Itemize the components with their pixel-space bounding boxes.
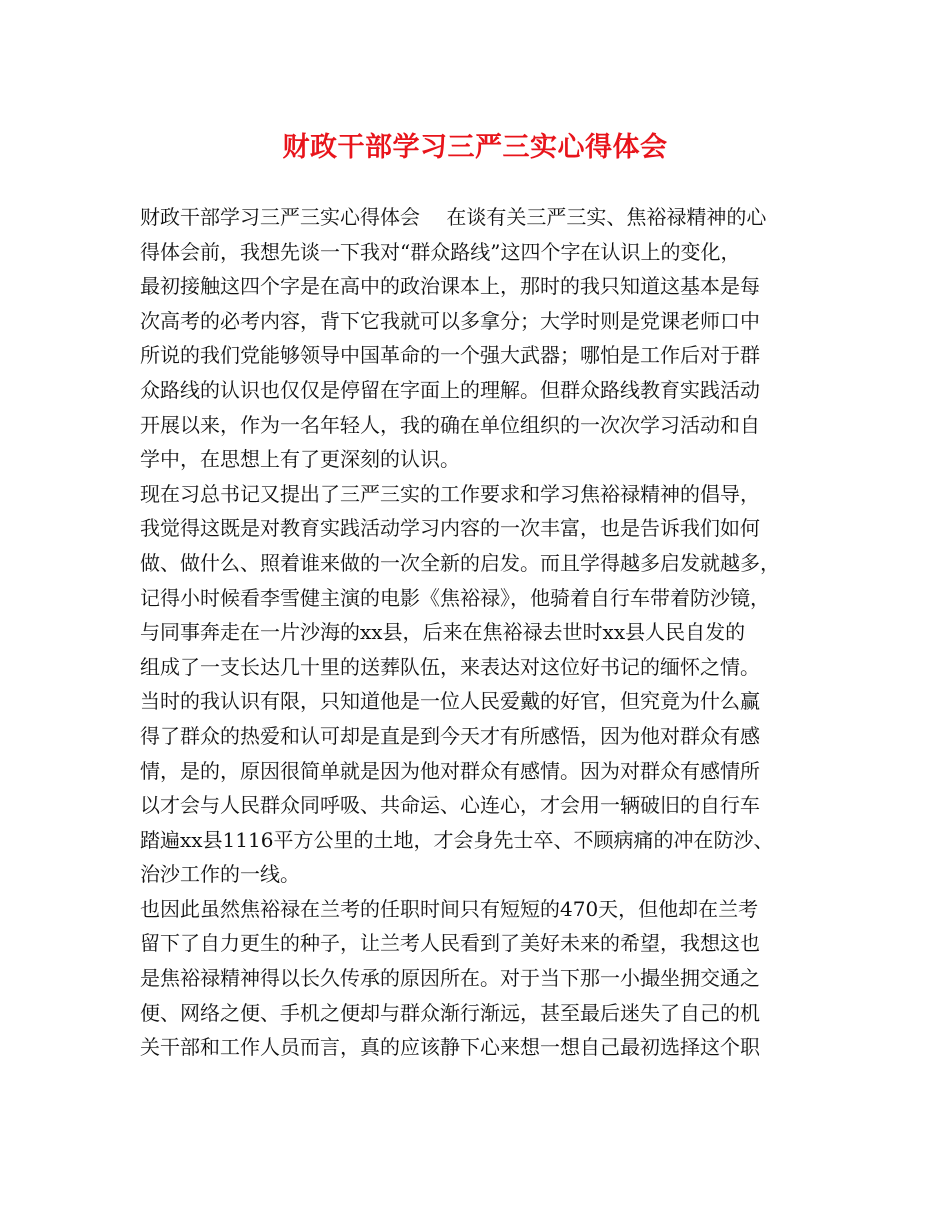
document-body: [140, 200, 830, 1065]
text-line: 组成了一支长达几十里的送葬队伍，来表达对这位好书记的缅怀之情。: [140, 654, 760, 679]
text-line: 踏遍xx县1116平方公里的土地，才会身先士卒、不顾病痛的冲在防沙、: [140, 827, 774, 852]
text-line: 当时的我认识有限，只知道他是一位人民爱戴的好官，但究竟为什么赢: [140, 689, 760, 714]
text-line: 学中，在思想上有了更深刻的认识。: [140, 447, 460, 472]
text-line: 所说的我们党能够领导中国革命的一个强大武器；哪怕是工作后对于群: [140, 343, 760, 368]
text-line: 与同事奔走在一片沙海的xx县，后来在焦裕禄去世时xx县人民自发的: [140, 620, 746, 645]
text-line: 也因此虽然焦裕禄在兰考的任职时间只有短短的470天，但他却在兰考: [140, 896, 759, 921]
text-line: 现在习总书记又提出了三严三实的工作要求和学习焦裕禄精神的倡导，: [140, 481, 760, 506]
text-line: 得了群众的热爱和认可却是直是到今天才有所感悟，因为他对群众有感: [140, 723, 760, 748]
text-line: 开展以来，作为一名年轻人，我的确在单位组织的一次次学习活动和自: [140, 412, 760, 437]
text-line: 得体会前，我想先谈一下我对“群众路线”这四个字在认识上的变化，: [140, 239, 741, 264]
text-line: 留下了自力更生的种子，让兰考人民看到了美好未来的希望，我想这也: [140, 931, 760, 956]
text-line: 记得小时候看李雪健主演的电影《焦裕禄》，他骑着自行车带着防沙镜，: [140, 585, 770, 610]
text-line: 以才会与人民群众同呼吸、共命运、心连心，才会用一辆破旧的自行车: [140, 793, 760, 818]
text-line: 治沙工作的一线。: [140, 862, 300, 887]
text-line: 做、做什么、照着谁来做的一次全新的启发。而且学得越多启发就越多，: [140, 550, 780, 575]
document-title: 财政干部学习三严三实心得体会: [282, 132, 668, 163]
text-line: 关干部和工作人员而言，真的应该静下心来想一想自己最初选择这个职: [140, 1035, 760, 1060]
text-line: 众路线的认识也仅仅是停留在字面上的理解。但群众路线教育实践活动: [140, 377, 760, 402]
text-line: 次高考的必考内容，背下它我就可以多拿分；大学时则是党课老师口中: [140, 308, 760, 333]
text-line: 我觉得这既是对教育实践活动学习内容的一次丰富，也是告诉我们如何: [140, 516, 760, 541]
text-line: 便、网络之便、手机之便却与群众渐行渐远，甚至最后迷失了自己的机: [140, 1000, 760, 1025]
text-line: 财政干部学习三严三实心得体会 在谈有关三严三实、焦裕禄精神的心: [140, 205, 767, 229]
text-line: 是焦裕禄精神得以长久传承的原因所在。对于当下那一小撮坐拥交通之: [140, 966, 760, 991]
text-line: 最初接触这四个字是在高中的政治课本上，那时的我只知道这基本是每: [140, 274, 760, 299]
text-line: 情，是的，原因很简单就是因为他对群众有感情。因为对群众有感情所: [140, 758, 760, 783]
